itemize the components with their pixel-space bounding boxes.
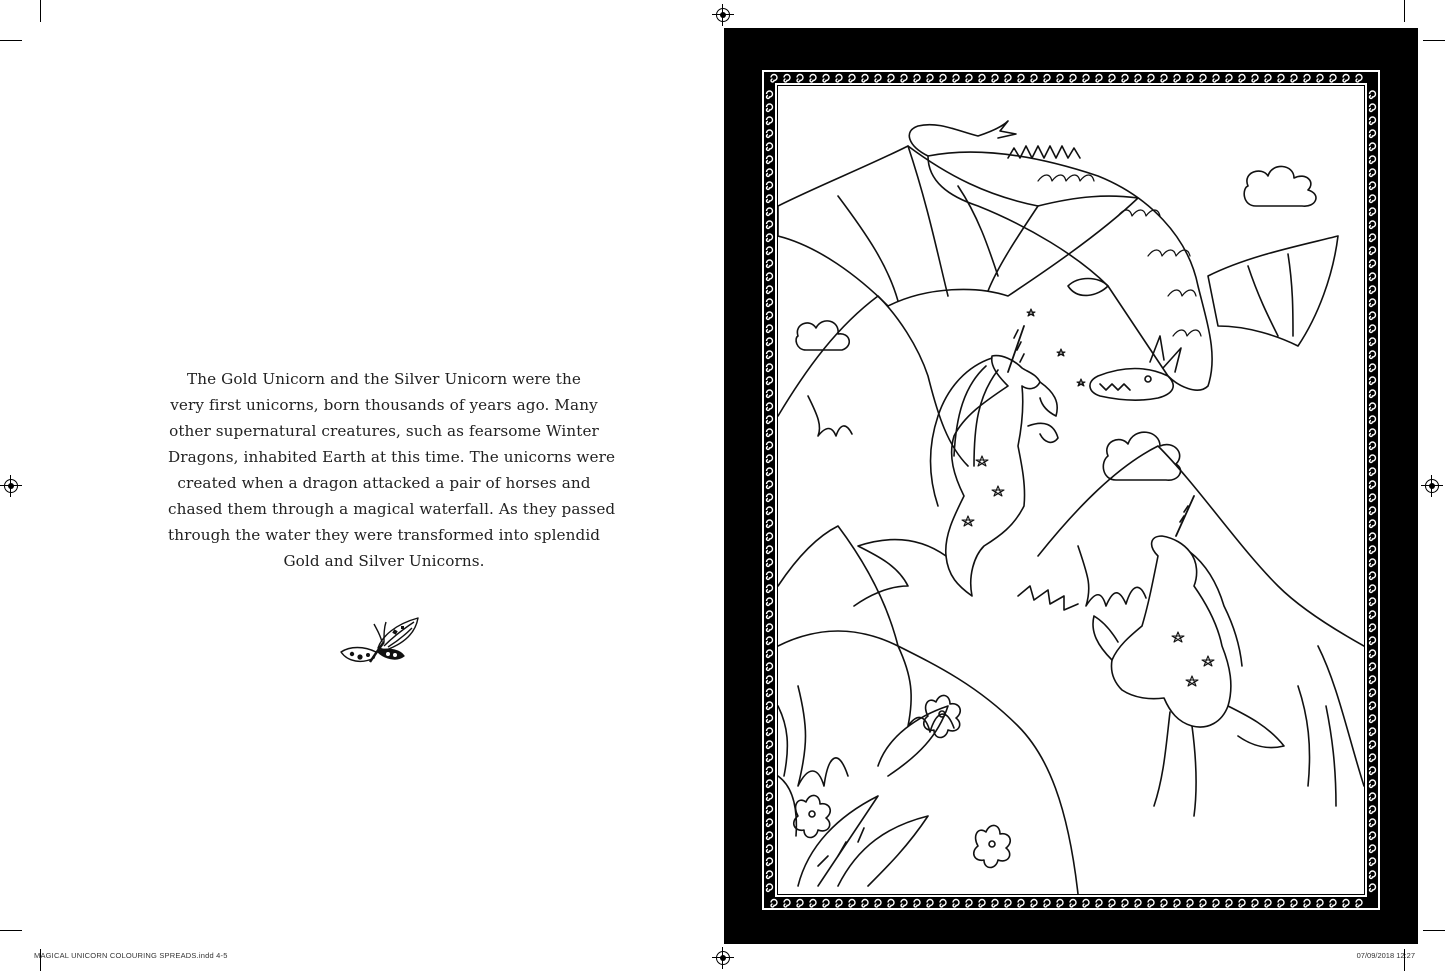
border-ornament (940, 75, 946, 83)
border-ornament (1370, 793, 1376, 801)
border-ornament (1370, 442, 1376, 450)
border-ornament (771, 900, 777, 908)
border-ornament (1278, 75, 1284, 83)
mountain (778, 296, 968, 466)
border-ornament (1370, 468, 1376, 476)
crop-mark (40, 0, 41, 22)
slug-timestamp: 07/09/2018 12:27 (1356, 951, 1415, 960)
border-ornament (1370, 741, 1376, 749)
border-ornament (767, 91, 773, 99)
border-ornament (1239, 75, 1245, 83)
border-ornament (1370, 663, 1376, 671)
border-ornament (1057, 75, 1063, 83)
border-ornament (1370, 559, 1376, 567)
border-ornament (1370, 494, 1376, 502)
border-ornament (767, 611, 773, 619)
border-ornament (1370, 208, 1376, 216)
flower-icon (794, 795, 831, 837)
border-ornament (1370, 416, 1376, 424)
border-ornament (992, 900, 998, 908)
border-ornament (979, 900, 985, 908)
border-ornament (784, 75, 790, 83)
border-ornament (1370, 598, 1376, 606)
border-ornament (1370, 715, 1376, 723)
border-ornament (1370, 780, 1376, 788)
border-ornament (953, 75, 959, 83)
border-ornament (1370, 585, 1376, 593)
border-ornament (767, 312, 773, 320)
border-ornament (979, 75, 985, 83)
border-ornament (767, 299, 773, 307)
border-ornament (767, 390, 773, 398)
border-ornament (771, 75, 777, 83)
border-ornament (1370, 130, 1376, 138)
border-ornament (1200, 75, 1206, 83)
story-text (168, 366, 616, 574)
border-ornament (767, 260, 773, 268)
border-ornament (1356, 900, 1362, 908)
border-ornament (875, 900, 881, 908)
border-ornament (767, 793, 773, 801)
border-ornament (767, 429, 773, 437)
border-ornament (1265, 900, 1271, 908)
border-ornament (1370, 689, 1376, 697)
registration-mark-icon (4, 479, 18, 493)
border-ornament (767, 676, 773, 684)
registration-mark-icon (1425, 479, 1439, 493)
story-line: very first unicorns, born thousands of years ago. Many (170, 396, 598, 414)
border-ornament (1096, 75, 1102, 83)
border-ornament (797, 900, 803, 908)
border-ornament (1370, 507, 1376, 515)
border-ornament (767, 221, 773, 229)
border-ornament (767, 702, 773, 710)
border-ornament (966, 75, 972, 83)
dragon-body (928, 152, 1212, 390)
border-ornament (767, 585, 773, 593)
border-ornament (1370, 624, 1376, 632)
border-ornament (1174, 900, 1180, 908)
border-ornament (1135, 75, 1141, 83)
border-ornament (1213, 75, 1219, 83)
border-ornament (1370, 182, 1376, 190)
story-line: other supernatural creatures, such as fearsome Winter (169, 422, 599, 440)
border-ornament (767, 195, 773, 203)
border-ornament (1370, 845, 1376, 853)
border-ornament (767, 689, 773, 697)
border-ornament (767, 533, 773, 541)
border-ornament (767, 871, 773, 879)
border-ornament (767, 455, 773, 463)
border-ornament (1239, 900, 1245, 908)
border-ornament (1317, 900, 1323, 908)
border-ornament (823, 75, 829, 83)
registration-mark-icon (716, 951, 730, 965)
cloud-icon (1244, 166, 1316, 206)
border-ornament (1226, 75, 1232, 83)
border-ornament (1200, 900, 1206, 908)
border-ornament (1343, 900, 1349, 908)
border-ornament (1252, 75, 1258, 83)
border-ornament (1304, 75, 1310, 83)
border-ornament (1370, 221, 1376, 229)
border-ornament (767, 377, 773, 385)
border-ornament (1083, 75, 1089, 83)
border-ornament (1370, 533, 1376, 541)
border-ornament (1370, 338, 1376, 346)
border-ornament (767, 286, 773, 294)
border-ornament (1083, 900, 1089, 908)
leaf (838, 816, 928, 886)
border-ornament (1370, 260, 1376, 268)
border-ornament (767, 520, 773, 528)
border-ornament (1031, 75, 1037, 83)
border-ornament (901, 75, 907, 83)
border-ornament (1174, 75, 1180, 83)
border-ornament (1356, 75, 1362, 83)
border-ornament (1070, 900, 1076, 908)
border-ornament (1370, 429, 1376, 437)
border-ornament (1044, 75, 1050, 83)
cloud-icon (1103, 432, 1180, 480)
border-ornament (767, 416, 773, 424)
border-ornament (966, 900, 972, 908)
border-ornament (767, 858, 773, 866)
border-ornament (767, 728, 773, 736)
border-ornament (1018, 75, 1024, 83)
crop-mark (0, 40, 22, 41)
border-ornament (767, 741, 773, 749)
mountain (1038, 446, 1364, 646)
border-ornament (767, 247, 773, 255)
border-ornament (767, 234, 773, 242)
border-ornament (767, 143, 773, 151)
border-ornament (1070, 75, 1076, 83)
border-ornament (1161, 75, 1167, 83)
border-ornament (1370, 884, 1376, 892)
border-ornament (1291, 75, 1297, 83)
border-ornament (767, 598, 773, 606)
border-ornament (1370, 390, 1376, 398)
border-ornament (784, 900, 790, 908)
border-ornament (1370, 611, 1376, 619)
slug-filename: MAGICAL UNICORN COLOURING SPREADS.indd 4-5 (34, 951, 228, 960)
crop-mark (1423, 40, 1445, 41)
border-ornament (1057, 900, 1063, 908)
border-ornament (1213, 900, 1219, 908)
story-line: Dragons, inhabited Earth at this time. The unicorns were (168, 448, 616, 466)
border-ornament (1370, 819, 1376, 827)
dragon-wing (778, 146, 1138, 306)
unicorn-leaping (1111, 536, 1230, 727)
border-ornament (810, 900, 816, 908)
border-ornament (875, 75, 881, 83)
border-ornament (888, 75, 894, 83)
dragon-tail (909, 121, 1016, 156)
border-ornament (1370, 286, 1376, 294)
border-ornament (1370, 858, 1376, 866)
cloud-icon (796, 321, 849, 350)
border-ornament (1330, 75, 1336, 83)
border-ornament (1343, 75, 1349, 83)
flower-icon (974, 825, 1011, 867)
butterfly-icon (338, 612, 422, 674)
border-ornament (992, 75, 998, 83)
border-ornament (1187, 900, 1193, 908)
border-ornament (1370, 806, 1376, 814)
border-ornament (927, 900, 933, 908)
border-ornament (767, 117, 773, 125)
border-ornament (1005, 900, 1011, 908)
border-ornament (1370, 650, 1376, 658)
border-ornament (1370, 156, 1376, 164)
coloring-illustration (778, 86, 1364, 894)
border-ornament (1265, 75, 1271, 83)
border-ornament (849, 900, 855, 908)
border-ornament (1370, 351, 1376, 359)
crop-mark (1404, 0, 1405, 22)
border-ornament (767, 481, 773, 489)
border-ornament (849, 75, 855, 83)
border-ornament (1330, 900, 1336, 908)
border-ornament (1370, 754, 1376, 762)
border-ornament (1370, 364, 1376, 372)
border-ornament (810, 75, 816, 83)
border-ornament (1370, 637, 1376, 645)
border-ornament (767, 325, 773, 333)
border-ornament (767, 442, 773, 450)
border-ornament (767, 650, 773, 658)
border-ornament (914, 900, 920, 908)
border-ornament (836, 900, 842, 908)
dragon-head (1090, 369, 1173, 401)
border-ornament (767, 806, 773, 814)
border-ornament (767, 182, 773, 190)
crop-mark (0, 930, 22, 931)
border-ornament (1031, 900, 1037, 908)
story-line: Gold and Silver Unicorns. (283, 552, 485, 570)
border-ornament (1370, 273, 1376, 281)
border-ornament (1370, 247, 1376, 255)
border-ornament (767, 767, 773, 775)
border-ornament (1370, 299, 1376, 307)
border-ornament (767, 559, 773, 567)
border-ornament (1370, 91, 1376, 99)
border-ornament (1370, 676, 1376, 684)
unicorn-rearing (946, 356, 1040, 596)
border-ornament (767, 637, 773, 645)
border-ornament (1370, 871, 1376, 879)
border-ornament (1370, 832, 1376, 840)
border-ornament (1370, 169, 1376, 177)
border-ornament (767, 546, 773, 554)
story-line: The Gold Unicorn and the Silver Unicorn were the (187, 370, 581, 388)
leaf (798, 796, 878, 886)
border-ornament (1370, 455, 1376, 463)
border-ornament (1370, 312, 1376, 320)
border-ornament (767, 104, 773, 112)
border-ornament (888, 900, 894, 908)
border-ornament (1370, 104, 1376, 112)
border-ornament (1370, 325, 1376, 333)
border-ornament (1370, 143, 1376, 151)
border-ornament (1018, 900, 1024, 908)
border-ornament (1226, 900, 1232, 908)
border-ornament (836, 75, 842, 83)
border-ornament (767, 208, 773, 216)
border-ornament (1370, 767, 1376, 775)
border-ornament (797, 75, 803, 83)
border-ornament (767, 845, 773, 853)
border-ornament (862, 75, 868, 83)
border-ornament (1187, 75, 1193, 83)
border-ornament (940, 900, 946, 908)
border-ornament (1122, 900, 1128, 908)
border-ornament (767, 572, 773, 580)
border-ornament (767, 273, 773, 281)
border-ornament (1044, 900, 1050, 908)
border-ornament (767, 507, 773, 515)
border-ornament (1370, 117, 1376, 125)
border-ornament (767, 754, 773, 762)
border-ornament (1370, 728, 1376, 736)
border-ornament (1304, 900, 1310, 908)
border-ornament (1317, 75, 1323, 83)
border-ornament (1370, 572, 1376, 580)
border-ornament (823, 900, 829, 908)
story-line: chased them through a magical waterfall. As they passed (168, 500, 616, 518)
border-ornament (1252, 900, 1258, 908)
border-ornament (1370, 546, 1376, 554)
border-ornament (927, 75, 933, 83)
story-line: created when a dragon attacked a pair of horses and (177, 474, 591, 492)
border-ornament (767, 663, 773, 671)
border-ornament (1370, 520, 1376, 528)
border-ornament (767, 130, 773, 138)
border-ornament (1161, 900, 1167, 908)
border-ornament (1278, 900, 1284, 908)
border-ornament (1109, 900, 1115, 908)
border-ornament (1005, 75, 1011, 83)
border-ornament (767, 884, 773, 892)
border-ornament (767, 169, 773, 177)
border-ornament (767, 351, 773, 359)
unicorn-dragon-illustration (778, 86, 1364, 894)
border-ornament (767, 364, 773, 372)
border-ornament (901, 900, 907, 908)
border-ornament (1370, 481, 1376, 489)
border-ornament (767, 403, 773, 411)
border-ornament (767, 624, 773, 632)
border-ornament (1370, 234, 1376, 242)
border-ornament (953, 900, 959, 908)
border-ornament (1370, 702, 1376, 710)
border-ornament (767, 494, 773, 502)
registration-mark-icon (716, 8, 730, 22)
border-ornament (767, 819, 773, 827)
border-ornament (1109, 75, 1115, 83)
border-ornament (767, 338, 773, 346)
border-ornament (1148, 75, 1154, 83)
border-ornament (767, 832, 773, 840)
border-ornament (1096, 900, 1102, 908)
border-ornament (1148, 900, 1154, 908)
border-ornament (1370, 377, 1376, 385)
crop-mark (1423, 930, 1445, 931)
border-ornament (1135, 900, 1141, 908)
border-ornament (1291, 900, 1297, 908)
border-ornament (767, 156, 773, 164)
border-ornament (767, 780, 773, 788)
border-ornament (767, 468, 773, 476)
border-ornament (914, 75, 920, 83)
border-ornament (1122, 75, 1128, 83)
story-line: through the water they were transformed into splendid (168, 526, 601, 544)
border-ornament (862, 900, 868, 908)
border-ornament (767, 715, 773, 723)
border-ornament (1370, 403, 1376, 411)
border-ornament (1370, 195, 1376, 203)
